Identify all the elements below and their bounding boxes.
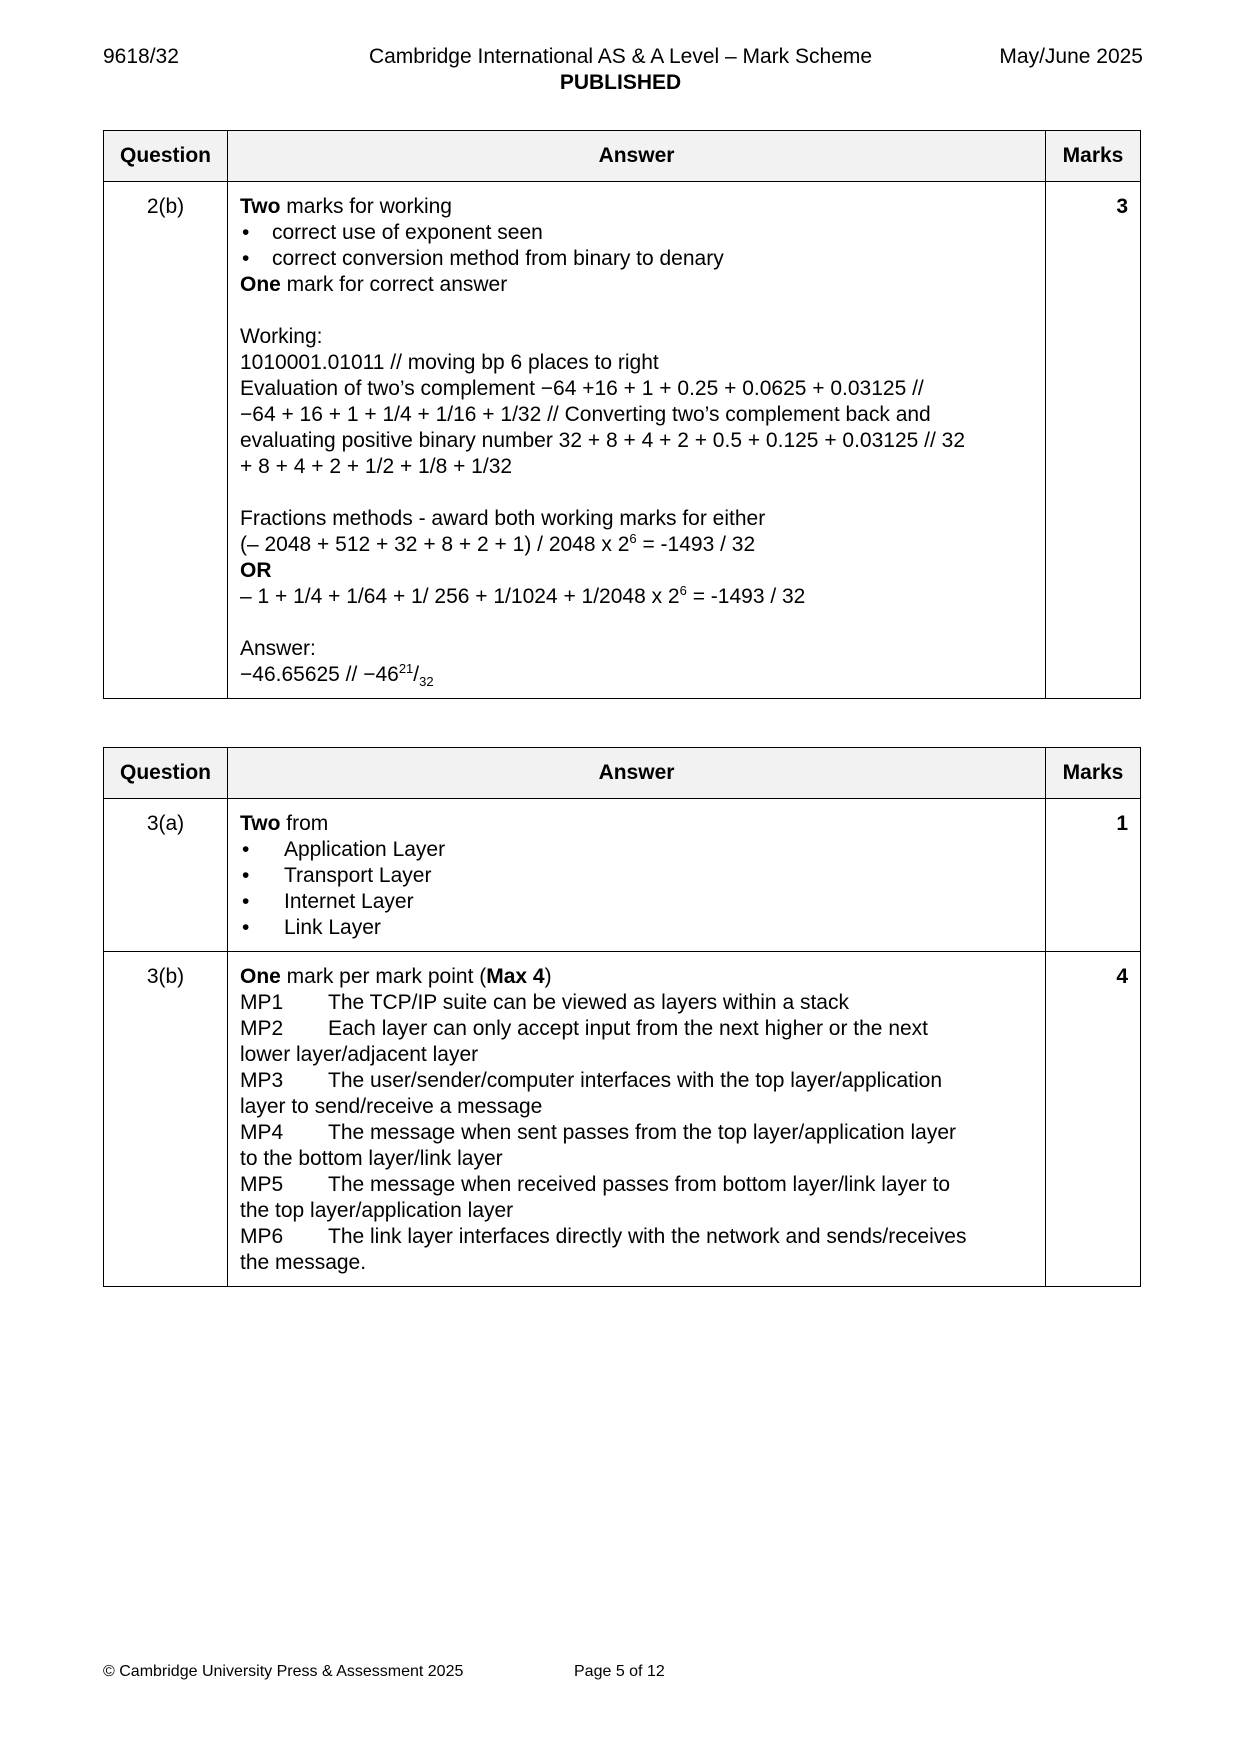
table-row	[104, 799, 1141, 952]
table-header-row	[104, 131, 1141, 182]
final-answer: $-46.65625 // -46^{21}/_{32}$	[240, 661, 434, 690]
working-line: 1010001.01011 // moving bp 6 places to right	[240, 351, 659, 374]
bullet-item: • correct use of exponent seen	[240, 220, 1033, 246]
mark-point: MP3 The user/sender/computer interfaces with the top layer/application layer to send/receive a message	[240, 1069, 942, 1118]
fractions-intro: Fractions methods - award both working marks for either	[240, 507, 766, 530]
marks-value: 3	[1046, 182, 1141, 699]
answer-cell	[228, 182, 1046, 699]
mark-point: MP5 The message when received passes from bottom layer/link layer to the top layer/application layer	[240, 1173, 951, 1222]
bullet-item: • Application Layer	[240, 837, 1033, 863]
answer-line: Two from	[240, 812, 329, 835]
mark-scheme-table-1	[103, 130, 1141, 699]
published-label: PUBLISHED	[559, 71, 682, 94]
bullet-item: • Transport Layer	[240, 863, 1033, 889]
table-header-row	[104, 748, 1141, 799]
column-header-answer: Answer	[228, 131, 1046, 182]
working-label: Working:	[240, 325, 323, 348]
mark-point: MP2 Each layer can only accept input from the next higher or the next lower layer/adjacent layer	[240, 1017, 929, 1066]
mark-scheme-table-2	[103, 747, 1141, 1287]
working-line: −64 + 16 + 1 + 1/4 + 1/16 + 1/32 // Converting two’s complement back and	[240, 403, 931, 426]
document-title: Cambridge International AS & A Level – Mark Scheme	[368, 45, 873, 68]
page-number: Page 5 of 12	[574, 1663, 665, 1680]
exam-session: May/June 2025	[999, 45, 1143, 68]
mark-point: MP6 The link layer interfaces directly with the network and sends/receives the message.	[240, 1225, 967, 1274]
answer-label: Answer:	[240, 637, 316, 660]
answer-cell	[228, 952, 1046, 1287]
working-line: evaluating positive binary number 32 + 8 + 4 + 2 + 0.5 + 0.125 + 0.03125 // 32	[240, 429, 966, 452]
paper-code: 9618/32	[103, 45, 179, 68]
column-header-marks: Marks	[1046, 748, 1141, 799]
table-row	[104, 952, 1141, 1287]
question-number: 3(a)	[104, 799, 228, 952]
fraction-method-2: – 1 + 1/4 + 1/64 + 1/ 256 + 1/1024 + 1/2048 x $2^6 = -1493 / 32$	[240, 583, 806, 608]
bullet-item: • Link Layer	[240, 915, 1033, 941]
answer-line: One mark per mark point (Max 4)	[240, 965, 552, 988]
table-row	[104, 182, 1141, 699]
copyright-notice: © Cambridge University Press & Assessment 2025	[103, 1663, 464, 1680]
mark-point: MP1 The TCP/IP suite can be viewed as layers within a stack	[240, 991, 849, 1014]
column-header-answer: Answer	[228, 748, 1046, 799]
marks-value: 4	[1046, 952, 1141, 1287]
working-line: Evaluation of two’s complement −64 +16 + 1 + 0.25 + 0.0625 + 0.03125 //	[240, 377, 924, 400]
answer-line: One mark for correct answer	[240, 273, 508, 296]
or-label: OR	[240, 559, 272, 582]
working-line: + 8 + 4 + 2 + 1/2 + 1/8 + 1/32	[240, 455, 513, 478]
column-header-marks: Marks	[1046, 131, 1141, 182]
bullet-item: • correct conversion method from binary to denary	[240, 246, 1033, 272]
mark-point: MP4 The message when sent passes from the top layer/application layer to the bottom layer/link layer	[240, 1121, 957, 1170]
fraction-method-1: (– 2048 + 512 + 32 + 8 + 2 + 1) / 2048 x $2^6 = -1493 / 32$	[240, 531, 756, 556]
marks-value: 1	[1046, 799, 1141, 952]
answer-line: Two marks for working	[240, 195, 452, 218]
column-header-question: Question	[104, 131, 228, 182]
question-number: 3(b)	[104, 952, 228, 1287]
question-number: 2(b)	[104, 182, 228, 699]
answer-cell	[228, 799, 1046, 952]
column-header-question: Question	[104, 748, 228, 799]
bullet-item: • Internet Layer	[240, 889, 1033, 915]
